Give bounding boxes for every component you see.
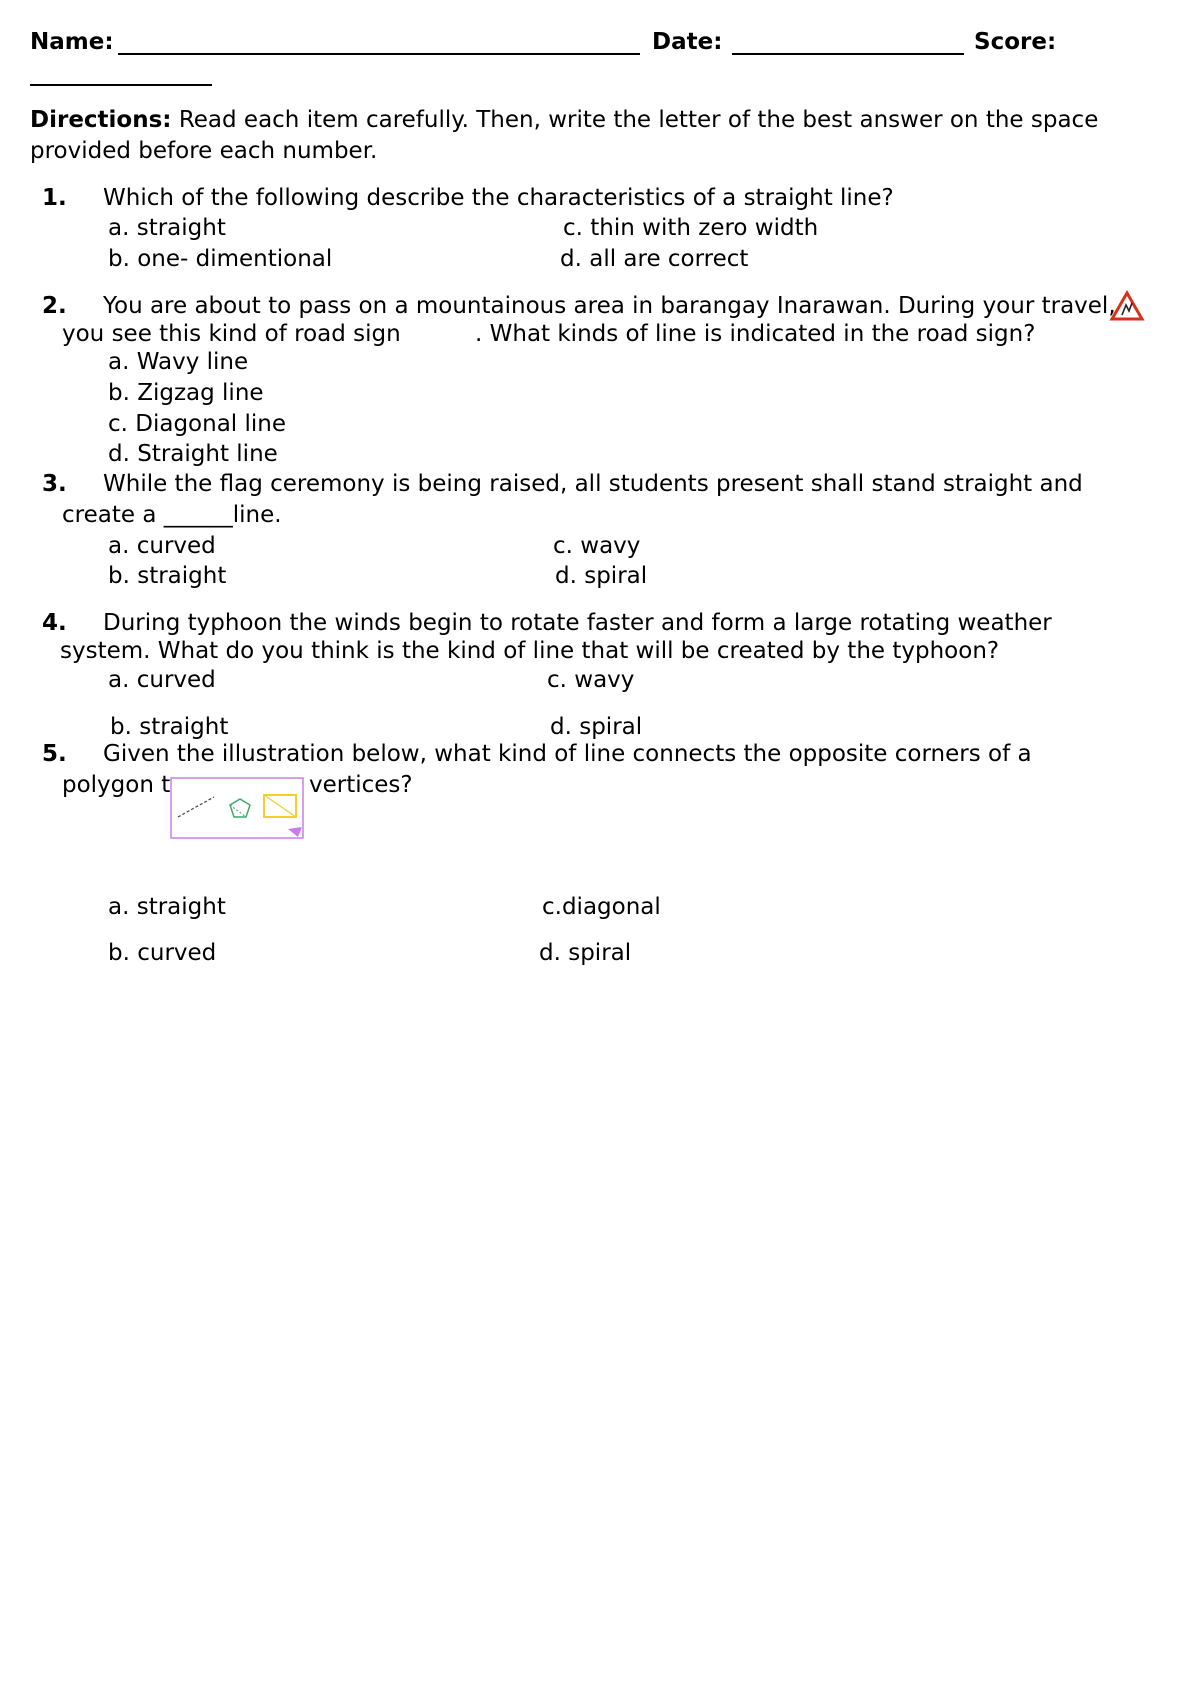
q2-number: 2. — [42, 293, 67, 319]
q4-text-line2: system. What do you think is the kind of line that will be created by the typhoon? — [60, 638, 1000, 664]
q3-text-line2: create a ______line. — [62, 502, 282, 528]
q1-number: 1. — [42, 185, 67, 211]
q4-option-d: d. spiral — [550, 714, 643, 740]
score-label: Score: — [974, 29, 1057, 55]
q5-number: 5. — [42, 741, 67, 767]
q5-option-d: d. spiral — [539, 940, 632, 966]
q3-option-a: a. curved — [108, 533, 216, 559]
q2-option-b: b. Zigzag line — [108, 380, 264, 406]
q5-option-c: c.diagonal — [542, 894, 661, 920]
date-label: Date: — [652, 29, 723, 55]
q4-option-a: a. curved — [108, 667, 216, 693]
q1-option-a: a. straight — [108, 215, 226, 241]
q5-text-line2b: vertices? — [309, 772, 413, 798]
q5-option-b: b. curved — [108, 940, 217, 966]
q3-option-b: b. straight — [108, 563, 227, 589]
q2-text-line2b: . What kinds of line is indicated in the road sign? — [475, 321, 1036, 347]
q2-option-d: d. Straight line — [108, 441, 278, 467]
q4-number: 4. — [42, 610, 67, 636]
directions-text: Read each item carefully. Then, write the letter of the best answer on the space — [178, 107, 1099, 133]
q1-option-d: d. all are correct — [560, 246, 749, 272]
q4-option-c: c. wavy — [547, 667, 635, 693]
q2-option-c: c. Diagonal line — [108, 411, 287, 437]
score-blank[interactable] — [30, 84, 212, 86]
q3-option-d: d. spiral — [555, 563, 648, 589]
polygon-illustration — [170, 777, 304, 841]
q3-option-c: c. wavy — [553, 533, 641, 559]
date-blank[interactable] — [732, 53, 964, 55]
q5-option-a: a. straight — [108, 894, 226, 920]
q3-text-line1: While the flag ceremony is being raised, all students present shall stand straight and — [103, 471, 1083, 497]
name-blank[interactable] — [118, 53, 640, 55]
directions-label: Directions: — [30, 107, 172, 133]
directions-line2: provided before each number. — [30, 138, 378, 164]
q4-option-b: b. straight — [110, 714, 229, 740]
q2-text-line1: You are about to pass on a mountainous area in barangay Inarawan. During your travel, — [103, 293, 1116, 319]
q3-number: 3. — [42, 471, 67, 497]
q2-option-a: a. Wavy line — [108, 349, 249, 375]
road-sign-icon — [1110, 291, 1144, 321]
q1-option-b: b. one- dimentional — [108, 246, 333, 272]
q5-text-line1: Given the illustration below, what kind of line connects the opposite corners of a — [103, 741, 1032, 767]
q2-text-line2a: you see this kind of road sign — [62, 321, 401, 347]
q1-text: Which of the following describe the characteristics of a straight line? — [103, 185, 894, 211]
q4-text-line1: During typhoon the winds begin to rotate faster and form a large rotating weather — [103, 610, 1052, 636]
directions-line1 — [30, 106, 1098, 134]
q5-text-line2a: polygon t — [62, 772, 171, 798]
q1-option-c: c. thin with zero width — [563, 215, 819, 241]
name-label: Name: — [30, 29, 114, 55]
